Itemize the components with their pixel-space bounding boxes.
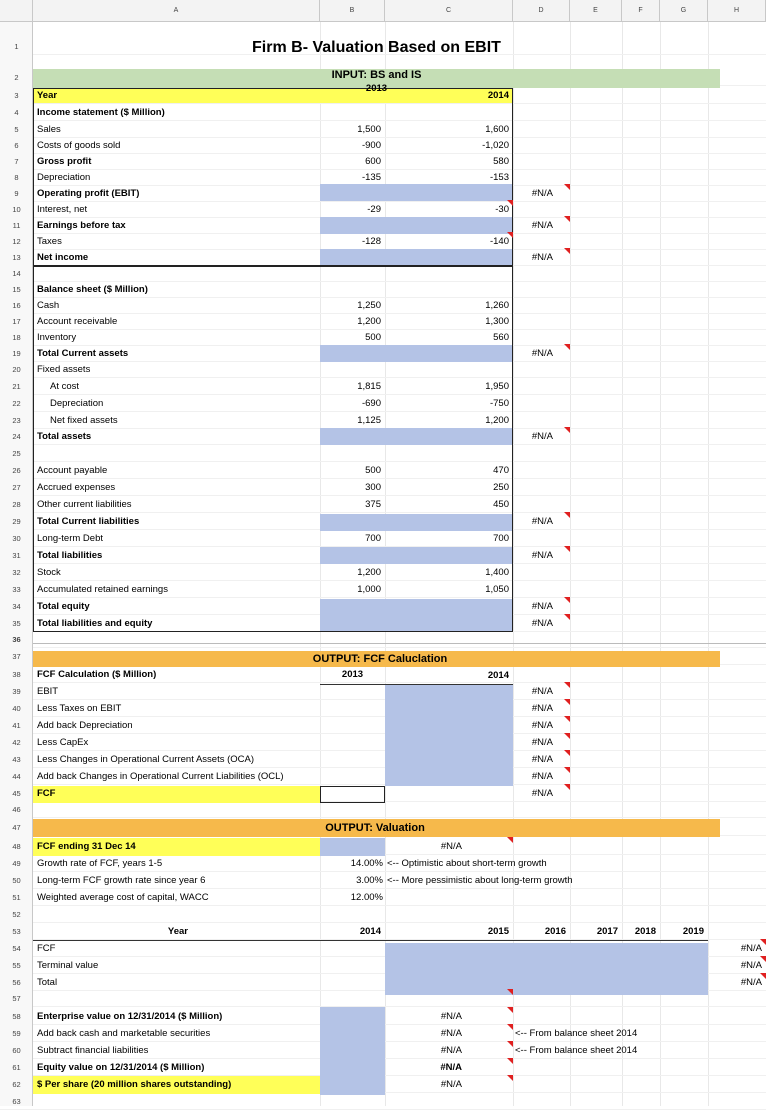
comment-indicator-icon[interactable] — [507, 1075, 513, 1081]
row-number[interactable]: 33 — [12, 584, 21, 594]
row-number[interactable]: 13 — [12, 252, 21, 262]
row-label: Less Taxes on EBIT — [37, 702, 122, 714]
valuation-result-cells[interactable] — [320, 1007, 385, 1095]
na-value[interactable]: #N/A — [531, 753, 553, 765]
debt-source-note: <-- From balance sheet 2014 — [515, 1044, 638, 1056]
fcf-header: OUTPUT: FCF Caluclation — [312, 652, 448, 665]
row-label: Sales — [37, 123, 61, 135]
row-number[interactable]: 25 — [12, 448, 21, 458]
input-year-2014: 2014 — [487, 89, 509, 101]
row-number[interactable]: 27 — [12, 482, 21, 492]
row-number[interactable]: 24 — [12, 431, 21, 441]
row-label: FCF — [37, 787, 56, 799]
value-2014[interactable]: 470 — [493, 464, 509, 476]
na-value[interactable]: #N/A — [740, 959, 762, 971]
row-number[interactable]: 53 — [12, 926, 21, 936]
row-number[interactable]: 4 — [14, 107, 19, 117]
row-number[interactable]: 49 — [12, 858, 21, 868]
value-2013[interactable]: 600 — [365, 155, 381, 167]
row-number[interactable]: 8 — [14, 172, 19, 182]
value-2013[interactable]: 500 — [365, 331, 381, 343]
row-label: Total Current liabilities — [37, 515, 140, 527]
row-number[interactable]: 28 — [12, 499, 21, 509]
row-label: Net income — [37, 251, 89, 263]
row-number[interactable]: 34 — [12, 601, 21, 611]
column-header-e[interactable]: E — [570, 0, 622, 22]
projection-year-2014: 2014 — [359, 926, 381, 938]
row-label: Less Changes in Operational Current Assets (OCA) — [37, 753, 255, 765]
projection-year-label: Year — [167, 926, 188, 938]
value-2014[interactable]: -140 — [489, 235, 509, 247]
na-value[interactable]: #N/A — [531, 702, 553, 714]
row-label: Balance sheet ($ Million) — [37, 283, 148, 295]
comment-indicator-icon[interactable] — [564, 184, 570, 190]
na-value[interactable]: #N/A — [531, 187, 553, 199]
row-number[interactable]: 17 — [12, 316, 21, 326]
row-label: FCF ending 31 Dec 14 — [37, 840, 136, 852]
na-value[interactable]: #N/A — [531, 251, 553, 263]
row-number[interactable]: 6 — [14, 140, 19, 150]
row-number[interactable]: 2 — [14, 72, 19, 82]
row-number[interactable]: 52 — [12, 909, 21, 919]
comment-indicator-icon[interactable] — [564, 733, 570, 739]
row-number[interactable]: 51 — [12, 892, 21, 902]
value-2013[interactable]: 1,815 — [357, 380, 381, 392]
value-2014[interactable]: -1,020 — [482, 139, 509, 151]
grid-line — [0, 647, 766, 648]
value-2013[interactable]: 500 — [365, 464, 381, 476]
row-number[interactable]: 58 — [12, 1011, 21, 1021]
row-number[interactable]: 46 — [12, 804, 21, 814]
long-term-growth-note: <-- More pessimistic about long-term growth — [387, 874, 573, 886]
row-number[interactable]: 38 — [12, 669, 21, 679]
projection-year-2018: 2018 — [634, 926, 656, 938]
na-value[interactable]: #N/A — [440, 1078, 462, 1090]
grid-line — [0, 682, 766, 683]
row-label: Inventory — [37, 331, 77, 343]
comment-indicator-icon[interactable] — [564, 546, 570, 552]
row-number[interactable]: 36 — [12, 634, 21, 644]
row-label: Terminal value — [37, 959, 99, 971]
row-number[interactable]: 10 — [12, 204, 21, 214]
column-header-h[interactable]: H — [708, 0, 766, 22]
na-value[interactable]: #N/A — [531, 787, 553, 799]
column-header-a[interactable]: A — [33, 0, 320, 22]
na-value[interactable]: #N/A — [531, 219, 553, 231]
input-year-2013: 2013 — [365, 83, 388, 95]
fcf-calc-cells[interactable] — [385, 685, 513, 786]
na-value[interactable]: #N/A — [531, 617, 553, 629]
value-2014[interactable]: 250 — [493, 481, 509, 493]
value-2013[interactable]: 1,200 — [357, 566, 381, 578]
comment-indicator-icon[interactable] — [564, 750, 570, 756]
row-label: Account payable — [37, 464, 108, 476]
row-label: Taxes — [37, 235, 62, 247]
na-value[interactable]: #N/A — [531, 515, 553, 527]
value-2013[interactable]: 1,250 — [357, 299, 381, 311]
select-all-corner[interactable] — [0, 0, 33, 22]
column-header-b[interactable]: B — [320, 0, 385, 22]
row-number[interactable]: 59 — [12, 1028, 21, 1038]
na-value[interactable]: #N/A — [440, 1061, 462, 1073]
value-2014[interactable]: 1,300 — [485, 315, 509, 327]
row-number[interactable]: 37 — [12, 651, 21, 661]
row-label: At cost — [50, 380, 80, 392]
row-number[interactable]: 42 — [12, 737, 21, 747]
na-value[interactable]: #N/A — [531, 736, 553, 748]
row-number[interactable]: 62 — [12, 1079, 21, 1089]
comment-indicator-icon[interactable] — [507, 1041, 513, 1047]
row-label: Less CapEx — [37, 736, 89, 748]
value-2013[interactable]: 375 — [365, 498, 381, 510]
cash-source-note: <-- From balance sheet 2014 — [515, 1027, 638, 1039]
row-label: Costs of goods sold — [37, 139, 121, 151]
comment-indicator-icon[interactable] — [564, 512, 570, 518]
na-value[interactable]: #N/A — [531, 600, 553, 612]
value-2013[interactable]: 1,200 — [357, 315, 381, 327]
growth-rate-value[interactable]: 14.00% — [350, 857, 383, 869]
value-2013[interactable]: -900 — [361, 139, 381, 151]
na-value[interactable]: #N/A — [531, 770, 553, 782]
row-label: Gross profit — [37, 155, 92, 167]
projection-year-2015: 2015 — [487, 926, 509, 938]
grid-line — [708, 0, 709, 1106]
comment-indicator-icon[interactable] — [564, 597, 570, 603]
row-label: FCF — [37, 942, 56, 954]
row-label: Enterprise value on 12/31/2014 ($ Million) — [37, 1010, 223, 1022]
row-number[interactable]: 41 — [12, 720, 21, 730]
value-2014[interactable]: -750 — [489, 397, 509, 409]
row-label: Equity value on 12/31/2014 ($ Million) — [37, 1061, 205, 1073]
row-label: EBIT — [37, 685, 59, 697]
row-label: Weighted average cost of capital, WACC — [37, 891, 209, 903]
comment-indicator-icon[interactable] — [760, 939, 766, 945]
grid-line — [0, 699, 766, 700]
row-number[interactable]: 9 — [14, 188, 19, 198]
value-2013[interactable]: -690 — [361, 397, 381, 409]
year-label: Year — [37, 89, 58, 101]
comment-indicator-icon[interactable] — [507, 1058, 513, 1064]
fcf-year-2014: 2014 — [487, 670, 509, 682]
long-term-growth-value[interactable]: 3.00% — [356, 874, 383, 886]
row-number[interactable]: 39 — [12, 686, 21, 696]
value-2014[interactable]: 1,600 — [485, 123, 509, 135]
value-2013[interactable]: -128 — [361, 235, 381, 247]
row-label: Fixed assets — [37, 363, 91, 375]
fcf-year-2013: 2013 — [341, 668, 364, 680]
comment-indicator-icon[interactable] — [564, 716, 570, 722]
column-header-g[interactable]: G — [660, 0, 708, 22]
value-2013[interactable]: -29 — [367, 203, 381, 215]
row-label: Interest, net — [37, 203, 88, 215]
value-2014[interactable]: -153 — [489, 171, 509, 183]
row-number[interactable]: 19 — [12, 348, 21, 358]
grid-line — [0, 784, 766, 785]
value-2013[interactable]: 1,125 — [357, 414, 381, 426]
row-number[interactable]: 23 — [12, 415, 21, 425]
row-number[interactable]: 63 — [12, 1096, 21, 1106]
row-number[interactable]: 32 — [12, 567, 21, 577]
na-value[interactable]: #N/A — [740, 942, 762, 954]
row-number[interactable]: 55 — [12, 960, 21, 970]
grid-line — [0, 817, 766, 818]
projection-year-2019: 2019 — [682, 926, 704, 938]
value-2014[interactable]: 1,050 — [485, 583, 509, 595]
row-label: Long-term Debt — [37, 532, 104, 544]
column-header-f[interactable]: F — [622, 0, 660, 22]
grid-line — [0, 716, 766, 717]
row-number[interactable]: 29 — [12, 516, 21, 526]
comment-indicator-icon[interactable] — [564, 784, 570, 790]
na-value[interactable]: #N/A — [531, 685, 553, 697]
comment-indicator-icon[interactable] — [564, 216, 570, 222]
fcf-ending-cell[interactable] — [320, 838, 385, 856]
row-number[interactable]: 45 — [12, 788, 21, 798]
growth-rate-note: <-- Optimistic about short-term growth — [387, 857, 547, 869]
na-value[interactable]: #N/A — [440, 1044, 462, 1056]
row-label: Depreciation — [50, 397, 104, 409]
value-2014[interactable]: 1,260 — [485, 299, 509, 311]
row-label: $ Per share (20 million shares outstanding) — [37, 1078, 232, 1090]
na-value[interactable]: #N/A — [531, 719, 553, 731]
row-number[interactable]: 44 — [12, 771, 21, 781]
row-number-gutter[interactable] — [0, 22, 33, 1106]
column-header-d[interactable]: D — [513, 0, 570, 22]
comment-indicator-icon[interactable] — [507, 1024, 513, 1030]
row-number[interactable]: 1 — [14, 41, 19, 51]
value-2013[interactable]: 300 — [365, 481, 381, 493]
row-number[interactable]: 26 — [12, 465, 21, 475]
row-label: Account receivable — [37, 315, 118, 327]
comment-indicator-icon[interactable] — [564, 248, 570, 254]
na-value[interactable]: #N/A — [531, 430, 553, 442]
grid-line — [0, 922, 766, 923]
row-number[interactable]: 30 — [12, 533, 21, 543]
row-number[interactable]: 22 — [12, 398, 21, 408]
grid-line — [0, 888, 766, 889]
grid-line — [0, 905, 766, 906]
row-number[interactable]: 56 — [12, 977, 21, 987]
fcf-header-underline — [320, 684, 513, 685]
row-number[interactable]: 20 — [12, 364, 21, 374]
input-header: INPUT: BS and IS — [331, 69, 422, 81]
fcf-2013-cell-border — [320, 786, 385, 803]
row-number[interactable]: 54 — [12, 943, 21, 953]
row-label: FCF Calculation ($ Million) — [37, 668, 157, 680]
grid-line — [0, 750, 766, 751]
row-label: Cash — [37, 299, 60, 311]
comment-indicator-icon[interactable] — [507, 232, 513, 238]
comment-indicator-icon[interactable] — [507, 1007, 513, 1013]
row-number[interactable]: 15 — [12, 284, 21, 294]
comment-indicator-icon[interactable] — [507, 837, 513, 843]
row-number[interactable]: 16 — [12, 300, 21, 310]
value-2013[interactable]: 1,000 — [357, 583, 381, 595]
value-2013[interactable]: 1,500 — [357, 123, 381, 135]
row-number[interactable]: 18 — [12, 332, 21, 342]
value-2014[interactable]: 580 — [493, 155, 509, 167]
row-label: Total Current assets — [37, 347, 129, 359]
row-number[interactable]: 31 — [12, 550, 21, 560]
value-2014[interactable]: 1,950 — [485, 380, 509, 392]
row-label: Other current liabilities — [37, 498, 132, 510]
value-2014[interactable]: 450 — [493, 498, 509, 510]
projection-cells[interactable] — [385, 943, 708, 995]
column-header-c[interactable]: C — [385, 0, 513, 22]
row-number[interactable]: 7 — [14, 156, 19, 166]
comment-indicator-icon[interactable] — [564, 699, 570, 705]
value-2013[interactable]: -135 — [361, 171, 381, 183]
row-label: Income statement ($ Million) — [37, 106, 165, 118]
row-label: Total liabilities and equity — [37, 617, 153, 629]
row-label: Net fixed assets — [50, 414, 118, 426]
na-value[interactable]: #N/A — [531, 549, 553, 561]
na-value[interactable]: #N/A — [440, 840, 462, 852]
row-number[interactable]: 14 — [12, 268, 21, 278]
comment-indicator-icon[interactable] — [507, 200, 513, 206]
row-label: Subtract financial liabilities — [37, 1044, 149, 1056]
projection-year-2016: 2016 — [544, 926, 566, 938]
na-value[interactable]: #N/A — [440, 1010, 462, 1022]
value-2013[interactable]: 700 — [365, 532, 381, 544]
row-label: Depreciation — [37, 171, 91, 183]
row-number[interactable]: 12 — [12, 236, 21, 246]
row-number[interactable]: 47 — [12, 822, 21, 832]
grid-line — [0, 733, 766, 734]
row-number[interactable]: 43 — [12, 754, 21, 764]
value-2014[interactable]: 1,200 — [485, 414, 509, 426]
row-label: Total liabilities — [37, 549, 103, 561]
grid-line — [0, 767, 766, 768]
sheet-title: Firm B- Valuation Based on EBIT — [252, 39, 501, 56]
projection-year-2017: 2017 — [596, 926, 618, 938]
row-label: Total equity — [37, 600, 90, 612]
comment-indicator-icon[interactable] — [564, 427, 570, 433]
row-number[interactable]: 5 — [14, 124, 19, 134]
value-2014[interactable]: 560 — [493, 331, 509, 343]
comment-indicator-icon[interactable] — [564, 767, 570, 773]
wacc-value[interactable]: 12.00% — [350, 891, 383, 903]
valuation-header: OUTPUT: Valuation — [325, 821, 425, 834]
value-2014[interactable]: -30 — [495, 203, 509, 215]
na-value[interactable]: #N/A — [531, 347, 553, 359]
comment-indicator-icon[interactable] — [564, 614, 570, 620]
row-label: Long-term FCF growth rate since year 6 — [37, 874, 206, 886]
row-number[interactable]: 50 — [12, 875, 21, 885]
row-number[interactable]: 40 — [12, 703, 21, 713]
row-label: Growth rate of FCF, years 1-5 — [37, 857, 163, 869]
comment-indicator-icon[interactable] — [564, 682, 570, 688]
row-label: Earnings before tax — [37, 219, 126, 231]
na-value[interactable]: #N/A — [740, 976, 762, 988]
row-number[interactable]: 21 — [12, 381, 21, 391]
row-number[interactable]: 11 — [12, 220, 21, 230]
projection-header-underline — [33, 940, 708, 941]
row-label: Add back cash and marketable securities — [37, 1027, 211, 1039]
row-number[interactable]: 48 — [12, 841, 21, 851]
row-number[interactable]: 61 — [12, 1062, 21, 1072]
row-36-divider — [33, 643, 766, 644]
comment-indicator-icon[interactable] — [760, 956, 766, 962]
grid-line — [0, 871, 766, 872]
row-number[interactable]: 35 — [12, 618, 21, 628]
value-2014[interactable]: 1,400 — [485, 566, 509, 578]
comment-indicator-icon[interactable] — [507, 989, 513, 995]
row-label: Accumulated retained earnings — [37, 583, 168, 595]
row-label: Operating profit (EBIT) — [37, 187, 140, 199]
row-label: Total — [37, 976, 58, 988]
row-number[interactable]: 3 — [14, 90, 19, 100]
comment-indicator-icon[interactable] — [564, 344, 570, 350]
value-2014[interactable]: 700 — [493, 532, 509, 544]
comment-indicator-icon[interactable] — [760, 973, 766, 979]
row-label: Add back Depreciation — [37, 719, 133, 731]
na-value[interactable]: #N/A — [440, 1027, 462, 1039]
row-number[interactable]: 60 — [12, 1045, 21, 1055]
row-label: Stock — [37, 566, 61, 578]
row-label: Accrued expenses — [37, 481, 116, 493]
row-label: Add back Changes in Operational Current Liabilities (OCL) — [37, 770, 284, 782]
row-number[interactable]: 57 — [12, 993, 21, 1003]
row-label: Total assets — [37, 430, 92, 442]
